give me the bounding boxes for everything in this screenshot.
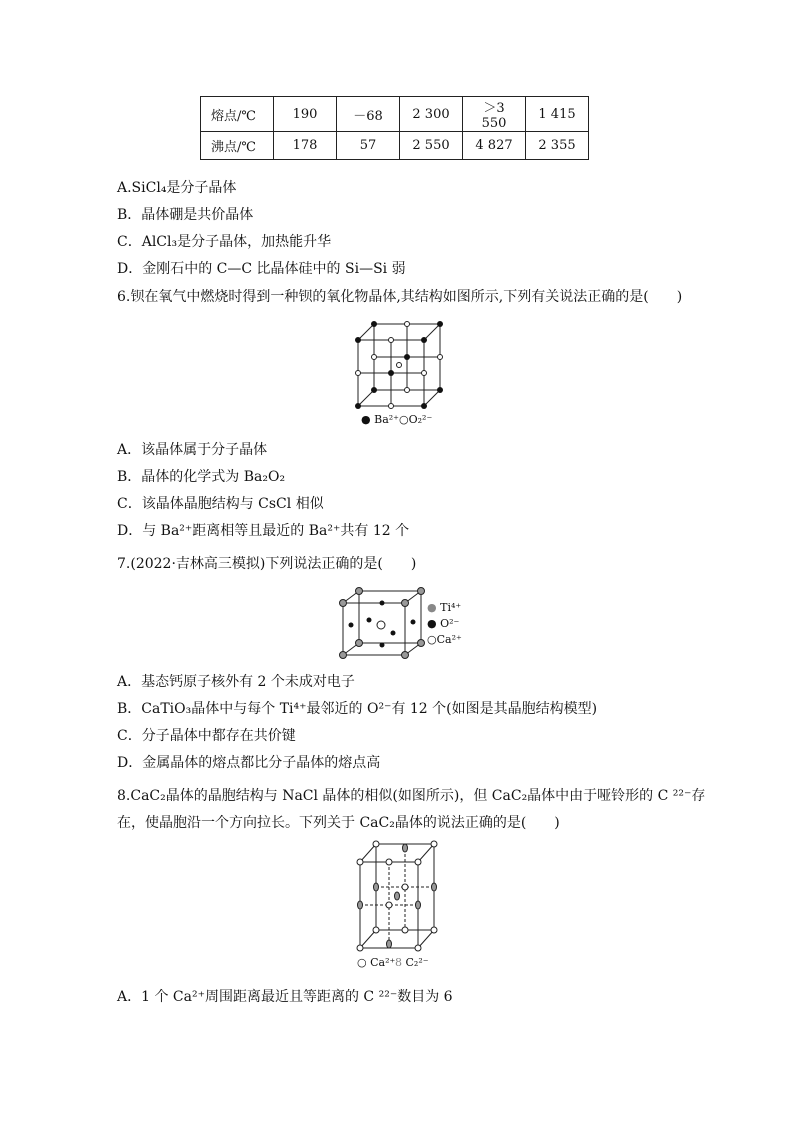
row-header: 沸点/℃: [201, 132, 274, 160]
q7-option-d: D．金属晶体的熔点都比分子晶体的熔点高: [117, 755, 381, 771]
table-cell: 190: [274, 97, 337, 132]
q6-option-a: A．该晶体属于分子晶体: [117, 442, 268, 458]
properties-table: [200, 96, 589, 160]
table-cell: 2 300: [400, 97, 463, 132]
q5-option-c: C．AlCl₃是分子晶体，加热能升华: [117, 234, 332, 250]
q7-option-b: B．CaTiO₃晶体中与每个 Ti⁴⁺最邻近的 O²⁻有 12 个(如图是其晶胞结构模型): [117, 701, 598, 717]
table-row: [201, 132, 589, 160]
q8-option-a: A．1 个 Ca²⁺周围距离最近且等距离的 C ²²⁻数目为 6: [117, 989, 453, 1005]
q7-perovskite-figure: [337, 587, 427, 661]
table-cell: ＞3 550: [463, 97, 526, 132]
row-header: 熔点/℃: [201, 97, 274, 132]
q6-option-d: D．与 Ba²⁺距离相等且最近的 Ba²⁺共有 12 个: [117, 523, 410, 539]
table-cell: 4 827: [463, 132, 526, 160]
table-cell: 1 415: [526, 97, 589, 132]
q8-legend-ca: ○ Ca²⁺: [357, 956, 396, 969]
table-cell: －68: [337, 97, 400, 132]
q7-legend-o: ● O²⁻: [427, 617, 460, 630]
table-row: [201, 97, 589, 132]
q5-option-d: D．金刚石中的 C—C 比晶体硅中的 Si—Si 弱: [117, 261, 406, 277]
q8-cac2-figure: [354, 840, 438, 952]
table-cell: 178: [274, 132, 337, 160]
table-cell: 2 355: [526, 132, 589, 160]
q7-option-a: A．基态钙原子核外有 2 个未成对电子: [117, 674, 355, 690]
q8-stem-line1: 8.CaC₂晶体的晶胞结构与 NaCl 晶体的相似(如图所示)，但 CaC₂晶体中由于哑铃形的 C ²²⁻存: [117, 788, 706, 804]
q5-option-a: A.SiCl₄是分子晶体: [117, 180, 237, 196]
q8-legend-c2: 8 C₂²⁻: [395, 956, 429, 969]
q7-stem: 7.(2022·吉林高三模拟)下列说法正确的是( ): [117, 556, 417, 572]
q6-stem: 6.钡在氧气中燃烧时得到一种钡的氧化物晶体,其结构如图所示,下列有关说法正确的是( ): [117, 289, 683, 305]
q7-legend-ca: ○Ca²⁺: [427, 633, 462, 646]
table-cell: 57: [337, 132, 400, 160]
q5-option-b: B．晶体硼是共价晶体: [117, 207, 254, 223]
q6-option-b: B．晶体的化学式为 Ba₂O₂: [117, 469, 286, 485]
q6-legend-ba: ● Ba²⁺: [361, 413, 399, 426]
q6-legend-o: ○O₂²⁻: [399, 413, 433, 426]
q7-legend-ti: ● Ti⁴⁺: [427, 601, 462, 614]
table-cell: 2 550: [400, 132, 463, 160]
q8-stem-line2: 在，使晶胞沿一个方向拉长。下列关于 CaC₂晶体的说法正确的是( ): [117, 815, 560, 831]
q6-option-c: C．该晶体晶胞结构与 CsCl 相似: [117, 496, 324, 512]
q6-crystal-figure: [352, 318, 444, 410]
q7-option-c: C．分子晶体中都存在共价键: [117, 728, 296, 744]
